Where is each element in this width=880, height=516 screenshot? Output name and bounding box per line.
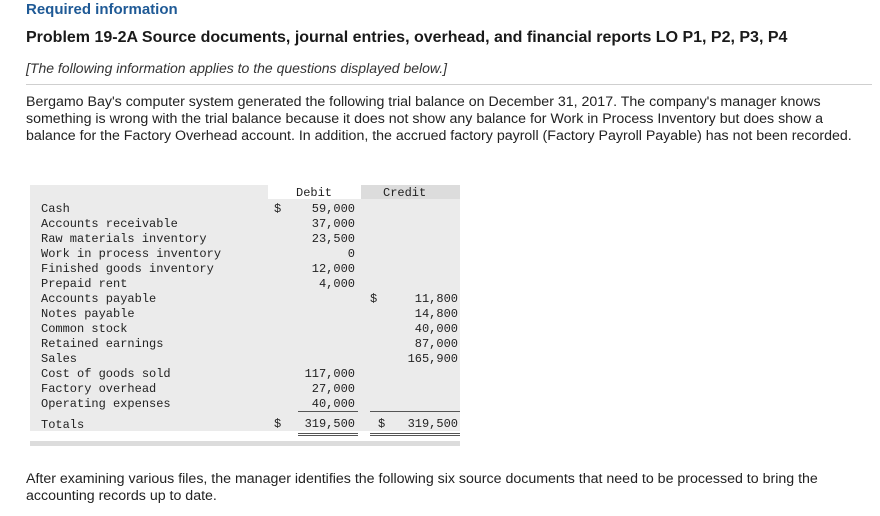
credit-double-underline-2: [370, 435, 460, 436]
debit-value: 59,000: [311, 202, 355, 216]
debit-double-underline-2: [298, 435, 358, 436]
account-name: Accounts payable: [41, 292, 157, 306]
credit-value: 11,800: [414, 292, 458, 306]
account-name: Factory overhead: [41, 382, 157, 396]
totals-debit-dollar: $: [274, 417, 282, 431]
debit-dollar-sign: $: [274, 202, 282, 216]
totals-credit-dollar: $: [378, 417, 386, 431]
account-name: Cash: [41, 202, 70, 216]
debit-value: 27,000: [311, 382, 355, 396]
credit-double-underline-1: [370, 433, 460, 434]
totals-credit-value: 319,500: [407, 417, 458, 431]
credit-value: 87,000: [414, 337, 458, 351]
account-name: Prepaid rent: [41, 277, 128, 291]
totals-label: Totals: [41, 418, 85, 432]
account-name: Retained earnings: [41, 337, 164, 351]
credit-value: 40,000: [414, 322, 458, 336]
instruction-note: [The following information applies to the questions displayed below.]: [26, 60, 448, 76]
debit-value: 12,000: [311, 262, 355, 276]
account-name: Sales: [41, 352, 78, 366]
table-header-left-bg: [30, 185, 268, 199]
account-name: Cost of goods sold: [41, 367, 171, 381]
credit-value: 165,900: [407, 352, 458, 366]
debit-value: 23,500: [311, 232, 355, 246]
debit-value: 117,000: [304, 367, 355, 381]
debit-value: 40,000: [311, 397, 355, 411]
totals-debit-value: 319,500: [304, 417, 355, 431]
intro-paragraph: Bergamo Bay's computer system generated the following trial balance on December 31, 2017. The company's manager knows something is wrong with the trial balance because it does not show any balance for Work in Process Inventory but does show a balance for the Factory Overhead account. In addition, the accrued factory payroll (Factory Payroll Payable) has not been recorded.: [26, 94, 852, 144]
account-name: Common stock: [41, 322, 128, 336]
account-name: Finished goods inventory: [41, 262, 214, 276]
debit-value: 37,000: [311, 217, 355, 231]
account-name: Raw materials inventory: [41, 232, 207, 246]
credit-dollar-sign: $: [370, 292, 378, 306]
debit-header: Debit: [296, 186, 333, 200]
required-information-label: Required information: [26, 1, 178, 18]
credit-header: Credit: [383, 186, 427, 200]
credit-value: 14,800: [414, 307, 458, 321]
account-name: Notes payable: [41, 307, 135, 321]
debit-double-underline-1: [298, 433, 358, 434]
debit-underline: [298, 411, 358, 412]
credit-underline: [370, 411, 460, 412]
trial-balance-table: [30, 185, 460, 445]
debit-value: 0: [347, 247, 355, 261]
footer-paragraph: After examining various files, the manager identifies the following six source documents that need to be processed to bring the accounting records up to date.: [26, 471, 818, 504]
divider: [26, 84, 872, 85]
account-name: Operating expenses: [41, 397, 171, 411]
account-name: Work in process inventory: [41, 247, 222, 261]
problem-title: Problem 19-2A Source documents, journal entries, overhead, and financial reports LO P1, P2, P3, P4: [26, 29, 788, 46]
debit-value: 4,000: [318, 277, 355, 291]
account-name: Accounts receivable: [41, 217, 178, 231]
table-bottom-bar: [30, 441, 460, 446]
